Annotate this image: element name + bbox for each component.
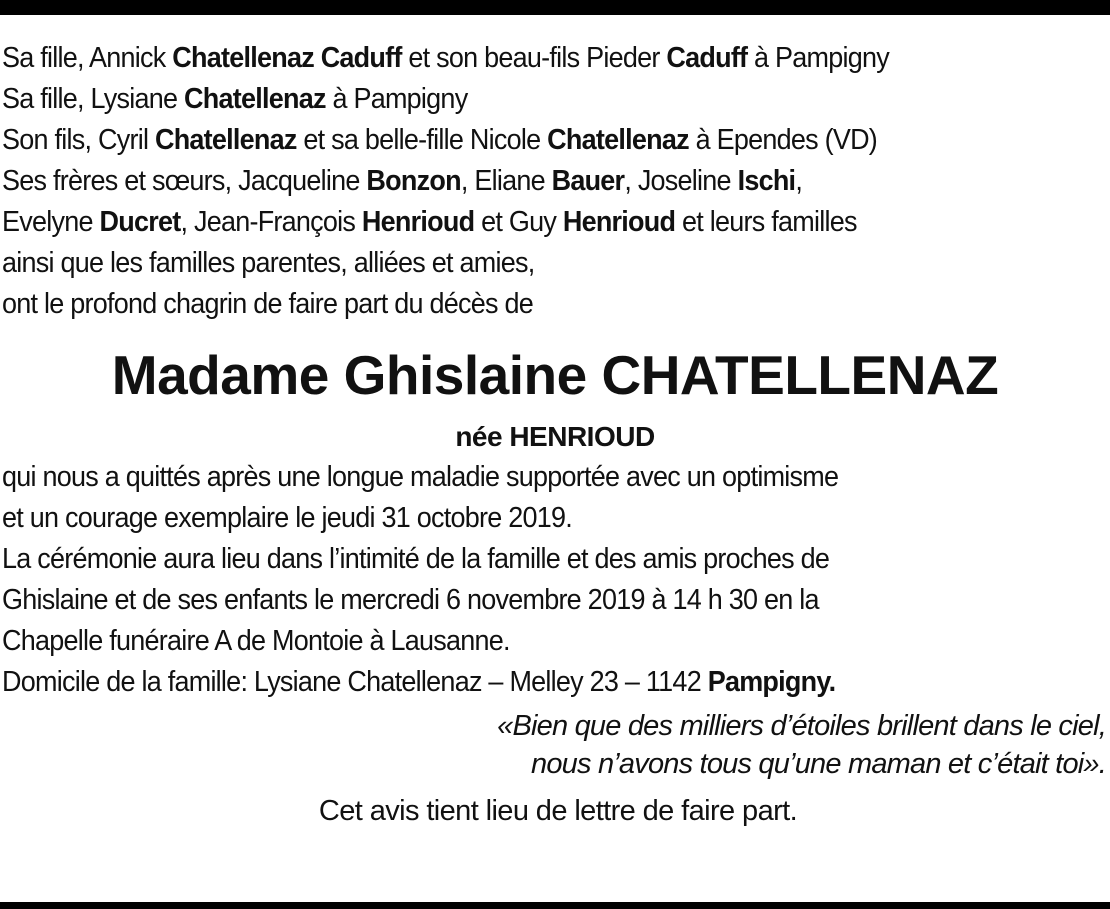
deceased-name: Madame Ghislaine CHATELLENAZ xyxy=(111,344,999,406)
text-segment: Ses frères et sœurs, Jacqueline xyxy=(2,165,367,197)
family-line-6: ainsi que les familles parentes, alliées et amies, xyxy=(2,247,535,279)
obituary-notice xyxy=(2,38,1108,831)
body-line-6 xyxy=(2,662,1031,703)
text-segment: , Joseline xyxy=(624,165,738,197)
family-line-7: ont le profond chagrin de faire part du décès de xyxy=(2,288,534,320)
text-segment: Sa fille, Annick xyxy=(2,42,173,74)
family-line-4 xyxy=(2,161,1031,202)
text-segment: Son fils, Cyril xyxy=(2,124,155,156)
surname: Ischi xyxy=(737,165,796,197)
text-segment: à Pampigny xyxy=(325,83,468,115)
bottom-border-rule xyxy=(0,902,1110,909)
body-line-3: La cérémonie aura lieu dans l’intimité de la famille et des amis proches de xyxy=(2,543,830,575)
text-segment: à Ependes (VD) xyxy=(688,124,878,156)
family-line-2 xyxy=(2,79,1031,120)
address-town: Pampigny. xyxy=(707,666,836,698)
text-segment: et Guy xyxy=(474,206,563,238)
quote-line-1: «Bien que des milliers d’étoiles brillent dans le ciel, xyxy=(497,710,1106,742)
body-line-4: Ghislaine et de ses enfants le mercredi 6 novembre 2019 à 14 h 30 en la xyxy=(2,584,819,616)
text-segment: , xyxy=(795,165,803,197)
quote-line-2: nous n’avons tous qu’une maman et c’était toi». xyxy=(531,748,1106,780)
surname: Henrioud xyxy=(562,206,676,238)
body-line-1: qui nous a quittés après une longue maladie supportée avec un optimisme xyxy=(2,461,839,493)
text-segment: , Jean-François xyxy=(180,206,362,238)
surname: Chatellenaz xyxy=(184,83,326,115)
family-line-1 xyxy=(2,38,1031,79)
surname: Chatellenaz Caduff xyxy=(172,42,402,74)
surname: Chatellenaz xyxy=(154,124,297,156)
address-text: Domicile de la famille: Lysiane Chatellenaz – Melley 23 – 1142 xyxy=(2,666,708,698)
memorial-quote xyxy=(2,707,1108,783)
body-line-2: et un courage exemplaire le jeudi 31 octobre 2019. xyxy=(2,502,573,534)
maiden-name: née HENRIOUD xyxy=(455,421,655,452)
text-segment: à Pampigny xyxy=(747,42,890,74)
text-segment: et sa belle-fille Nicole xyxy=(296,124,548,156)
text-segment: , Eliane xyxy=(460,165,552,197)
family-line-3 xyxy=(2,120,1031,161)
closing-note: Cet avis tient lieu de lettre de faire part. xyxy=(318,795,798,827)
surname: Bauer xyxy=(551,165,625,197)
text-segment: et son beau-fils Pieder xyxy=(401,42,667,74)
surname: Chatellenaz xyxy=(547,124,689,156)
family-line-5 xyxy=(2,202,1031,243)
body-line-5: Chapelle funéraire A de Montoie à Lausanne. xyxy=(2,625,510,657)
surname: Caduff xyxy=(666,42,748,74)
surname: Henrioud xyxy=(361,206,475,238)
text-segment: et leurs familles xyxy=(675,206,857,238)
surname: Ducret xyxy=(99,206,181,238)
text-segment: Evelyne xyxy=(2,206,100,238)
top-border-rule xyxy=(0,0,1110,15)
text-segment: Sa fille, Lysiane xyxy=(2,83,185,115)
surname: Bonzon xyxy=(366,165,461,197)
